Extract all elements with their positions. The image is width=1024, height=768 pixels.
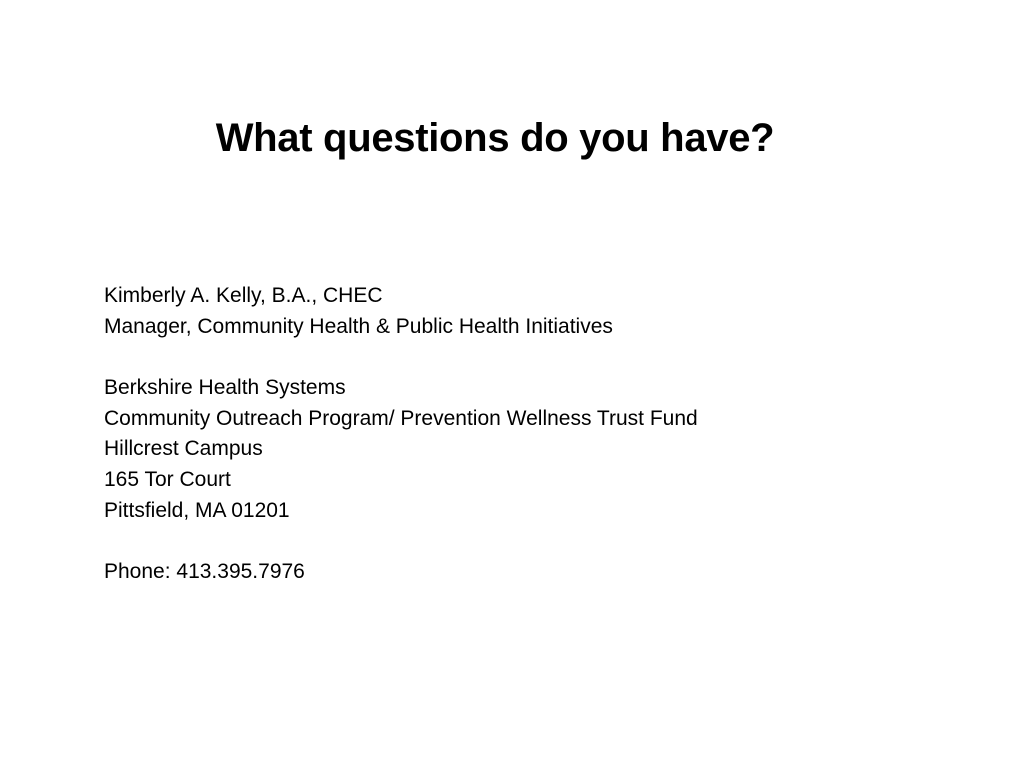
contact-street: 165 Tor Court: [104, 468, 231, 492]
contact-position: Manager, Community Health & Public Health Initiatives: [104, 314, 613, 338]
contact-block: [104, 281, 964, 588]
contact-campus: Hillcrest Campus: [104, 437, 263, 461]
slide-title: What questions do you have?: [215, 116, 775, 160]
contact-phone: Phone: 413.395.7976: [104, 560, 305, 584]
contact-organization: Berkshire Health Systems: [104, 376, 346, 400]
contact-name: Kimberly A. Kelly, B.A., CHEC: [104, 284, 383, 307]
spacer: [104, 342, 964, 373]
contact-program: Community Outreach Program/ Prevention Wellness Trust Fund: [104, 406, 698, 430]
contact-city-state-zip: Pittsfield, MA 01201: [104, 498, 290, 522]
spacer: [104, 527, 964, 558]
